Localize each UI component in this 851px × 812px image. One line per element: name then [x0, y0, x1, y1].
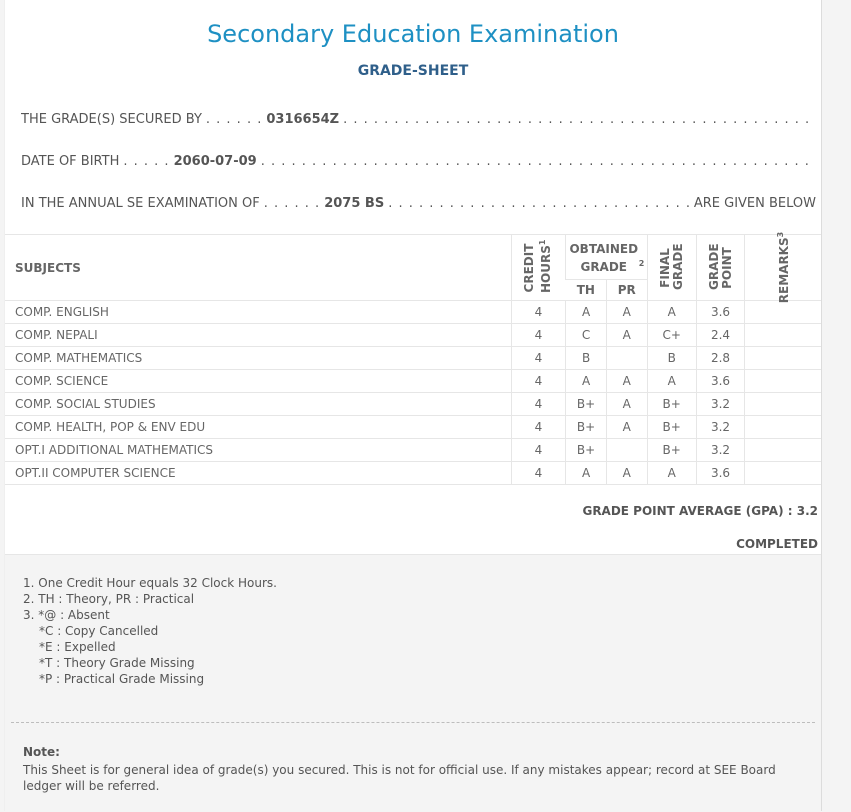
- credit-hours: 4: [511, 462, 566, 485]
- gpa-summary: [582, 504, 818, 518]
- date-of-birth: 2060-07-09: [173, 154, 257, 169]
- exam-year: 2075 BS: [324, 196, 385, 211]
- grade-point: 3.2: [696, 416, 745, 439]
- remarks: [745, 462, 821, 485]
- page-subtitle: GRADE-SHEET: [357, 63, 469, 79]
- dashed-divider: [11, 722, 815, 723]
- grade-point: 3.6: [696, 462, 745, 485]
- remarks-label: REMARKS: [777, 237, 792, 304]
- grade-th: B+: [566, 439, 606, 462]
- exam-line: [21, 196, 816, 211]
- final-grade: B+: [647, 439, 696, 462]
- subject-name: COMP. NEPALI: [5, 324, 511, 347]
- subject-name: COMP. ENGLISH: [5, 301, 511, 324]
- grade-pr: A: [606, 370, 647, 393]
- dot-leader: [343, 112, 816, 127]
- grade-sheet: [4, 0, 822, 811]
- dot-leader: [261, 154, 816, 169]
- table-row: [5, 370, 821, 393]
- footnote-ref: 2: [638, 258, 645, 268]
- dot-leader: . . . . . .: [263, 196, 321, 211]
- credit-hours: 4: [511, 416, 566, 439]
- dot-leader: . . . . . .: [205, 112, 263, 127]
- subject-name: COMP. MATHEMATICS: [5, 347, 511, 370]
- table-row: [5, 416, 821, 439]
- table-row: [5, 324, 821, 347]
- grade-th: A: [566, 370, 606, 393]
- secured-by-line: [21, 112, 816, 127]
- grade-pr: [606, 439, 647, 462]
- subject-name: OPT.I ADDITIONAL MATHEMATICS: [5, 439, 511, 462]
- secured-by-label: THE GRADE(S) SECURED BY: [21, 112, 202, 127]
- header-grade-point: [696, 235, 745, 301]
- exam-label: IN THE ANNUAL SE EXAMINATION OF: [21, 196, 260, 211]
- remarks: [745, 347, 821, 370]
- grade-pr: [606, 347, 647, 370]
- grade-point-label: GRADE POINT: [706, 242, 734, 290]
- table-header-row: [5, 235, 821, 280]
- symbol-number: 0316654Z: [266, 112, 340, 127]
- footnote-item: 2. TH : Theory, PR : Practical: [23, 592, 195, 606]
- grade-point: 3.2: [696, 439, 745, 462]
- footnote-item: 3. *@ : Absent: [23, 608, 110, 622]
- final-grade: B+: [647, 416, 696, 439]
- subject-name: OPT.II COMPUTER SCIENCE: [5, 462, 511, 485]
- remarks: [745, 393, 821, 416]
- grade-th: B+: [566, 393, 606, 416]
- table-row: [5, 439, 821, 462]
- remarks: [745, 370, 821, 393]
- final-grade: A: [647, 370, 696, 393]
- credit-hours-label: CREDIT HOURS: [522, 243, 554, 293]
- footnote-list: [23, 575, 277, 687]
- note-text: This Sheet is for general idea of grade(s) you secured. This is not for official use. If any mistakes appear; record at SEE Board ledger will be referred.: [23, 763, 776, 793]
- final-grade-label: FINAL GRADE: [657, 242, 685, 290]
- table-row: [5, 393, 821, 416]
- credit-hours: 4: [511, 301, 566, 324]
- final-grade: B: [647, 347, 696, 370]
- grade-pr: A: [606, 324, 647, 347]
- remarks: [745, 324, 821, 347]
- grade-th: A: [566, 301, 606, 324]
- footnote-ref: 3: [776, 231, 786, 238]
- final-grade: A: [647, 462, 696, 485]
- grade-th: B: [566, 347, 606, 370]
- credit-hours: 4: [511, 324, 566, 347]
- note-title: Note:: [23, 745, 60, 759]
- grade-th: C: [566, 324, 606, 347]
- result-status: COMPLETED: [736, 537, 818, 551]
- credit-hours: 4: [511, 393, 566, 416]
- gpa-value: 3.2: [796, 504, 818, 518]
- final-grade: C+: [647, 324, 696, 347]
- footnote-item: *E : Expelled: [39, 640, 116, 654]
- footnotes-section: [5, 554, 821, 812]
- grade-th: A: [566, 462, 606, 485]
- header-subjects: SUBJECTS: [5, 235, 511, 301]
- grade-point: 3.6: [696, 301, 745, 324]
- credit-hours: 4: [511, 370, 566, 393]
- grade-pr: A: [606, 393, 647, 416]
- subject-name: COMP. SOCIAL STUDIES: [5, 393, 511, 416]
- header-th: TH: [566, 279, 606, 300]
- table-row: [5, 347, 821, 370]
- dob-label: DATE OF BIRTH: [21, 154, 120, 169]
- subject-name: COMP. SCIENCE: [5, 370, 511, 393]
- final-grade: B+: [647, 393, 696, 416]
- dob-line: [21, 154, 816, 169]
- remarks: [745, 301, 821, 324]
- subject-name: COMP. HEALTH, POP & ENV EDU: [5, 416, 511, 439]
- footnote-item: *T : Theory Grade Missing: [39, 656, 195, 670]
- table-row: [5, 462, 821, 485]
- grade-point: 2.4: [696, 324, 745, 347]
- credit-hours: 4: [511, 439, 566, 462]
- footnote-item: 1. One Credit Hour equals 32 Clock Hours.: [23, 576, 277, 590]
- footnote-item: *C : Copy Cancelled: [39, 624, 159, 638]
- remarks: [745, 439, 821, 462]
- grade-pr: A: [606, 416, 647, 439]
- dot-leader: [388, 196, 690, 211]
- header-remarks: [745, 231, 821, 304]
- grade-pr: A: [606, 301, 647, 324]
- final-grade: A: [647, 301, 696, 324]
- grade-point: 2.8: [696, 347, 745, 370]
- grade-point: 3.6: [696, 370, 745, 393]
- dot-leader: . . . . .: [123, 154, 170, 169]
- footnote-ref: 1: [538, 239, 548, 245]
- header-credit-hours: [511, 235, 566, 301]
- header-pr: PR: [606, 279, 647, 300]
- header-obtained-grade: [566, 235, 647, 280]
- header-final-grade: [647, 235, 696, 301]
- footnote-item: *P : Practical Grade Missing: [39, 672, 205, 686]
- remarks: [745, 416, 821, 439]
- obtained-grade-label: OBTAINED GRADE: [569, 241, 639, 274]
- gpa-label: GRADE POINT AVERAGE (GPA) :: [582, 504, 793, 518]
- grade-th: B+: [566, 416, 606, 439]
- credit-hours: 4: [511, 347, 566, 370]
- page-title: Secondary Education Examination: [207, 20, 619, 48]
- grades-table: [5, 231, 821, 485]
- table-row: [5, 301, 821, 324]
- grade-point: 3.2: [696, 393, 745, 416]
- grade-pr: A: [606, 462, 647, 485]
- exam-suffix: ARE GIVEN BELOW: [693, 196, 816, 211]
